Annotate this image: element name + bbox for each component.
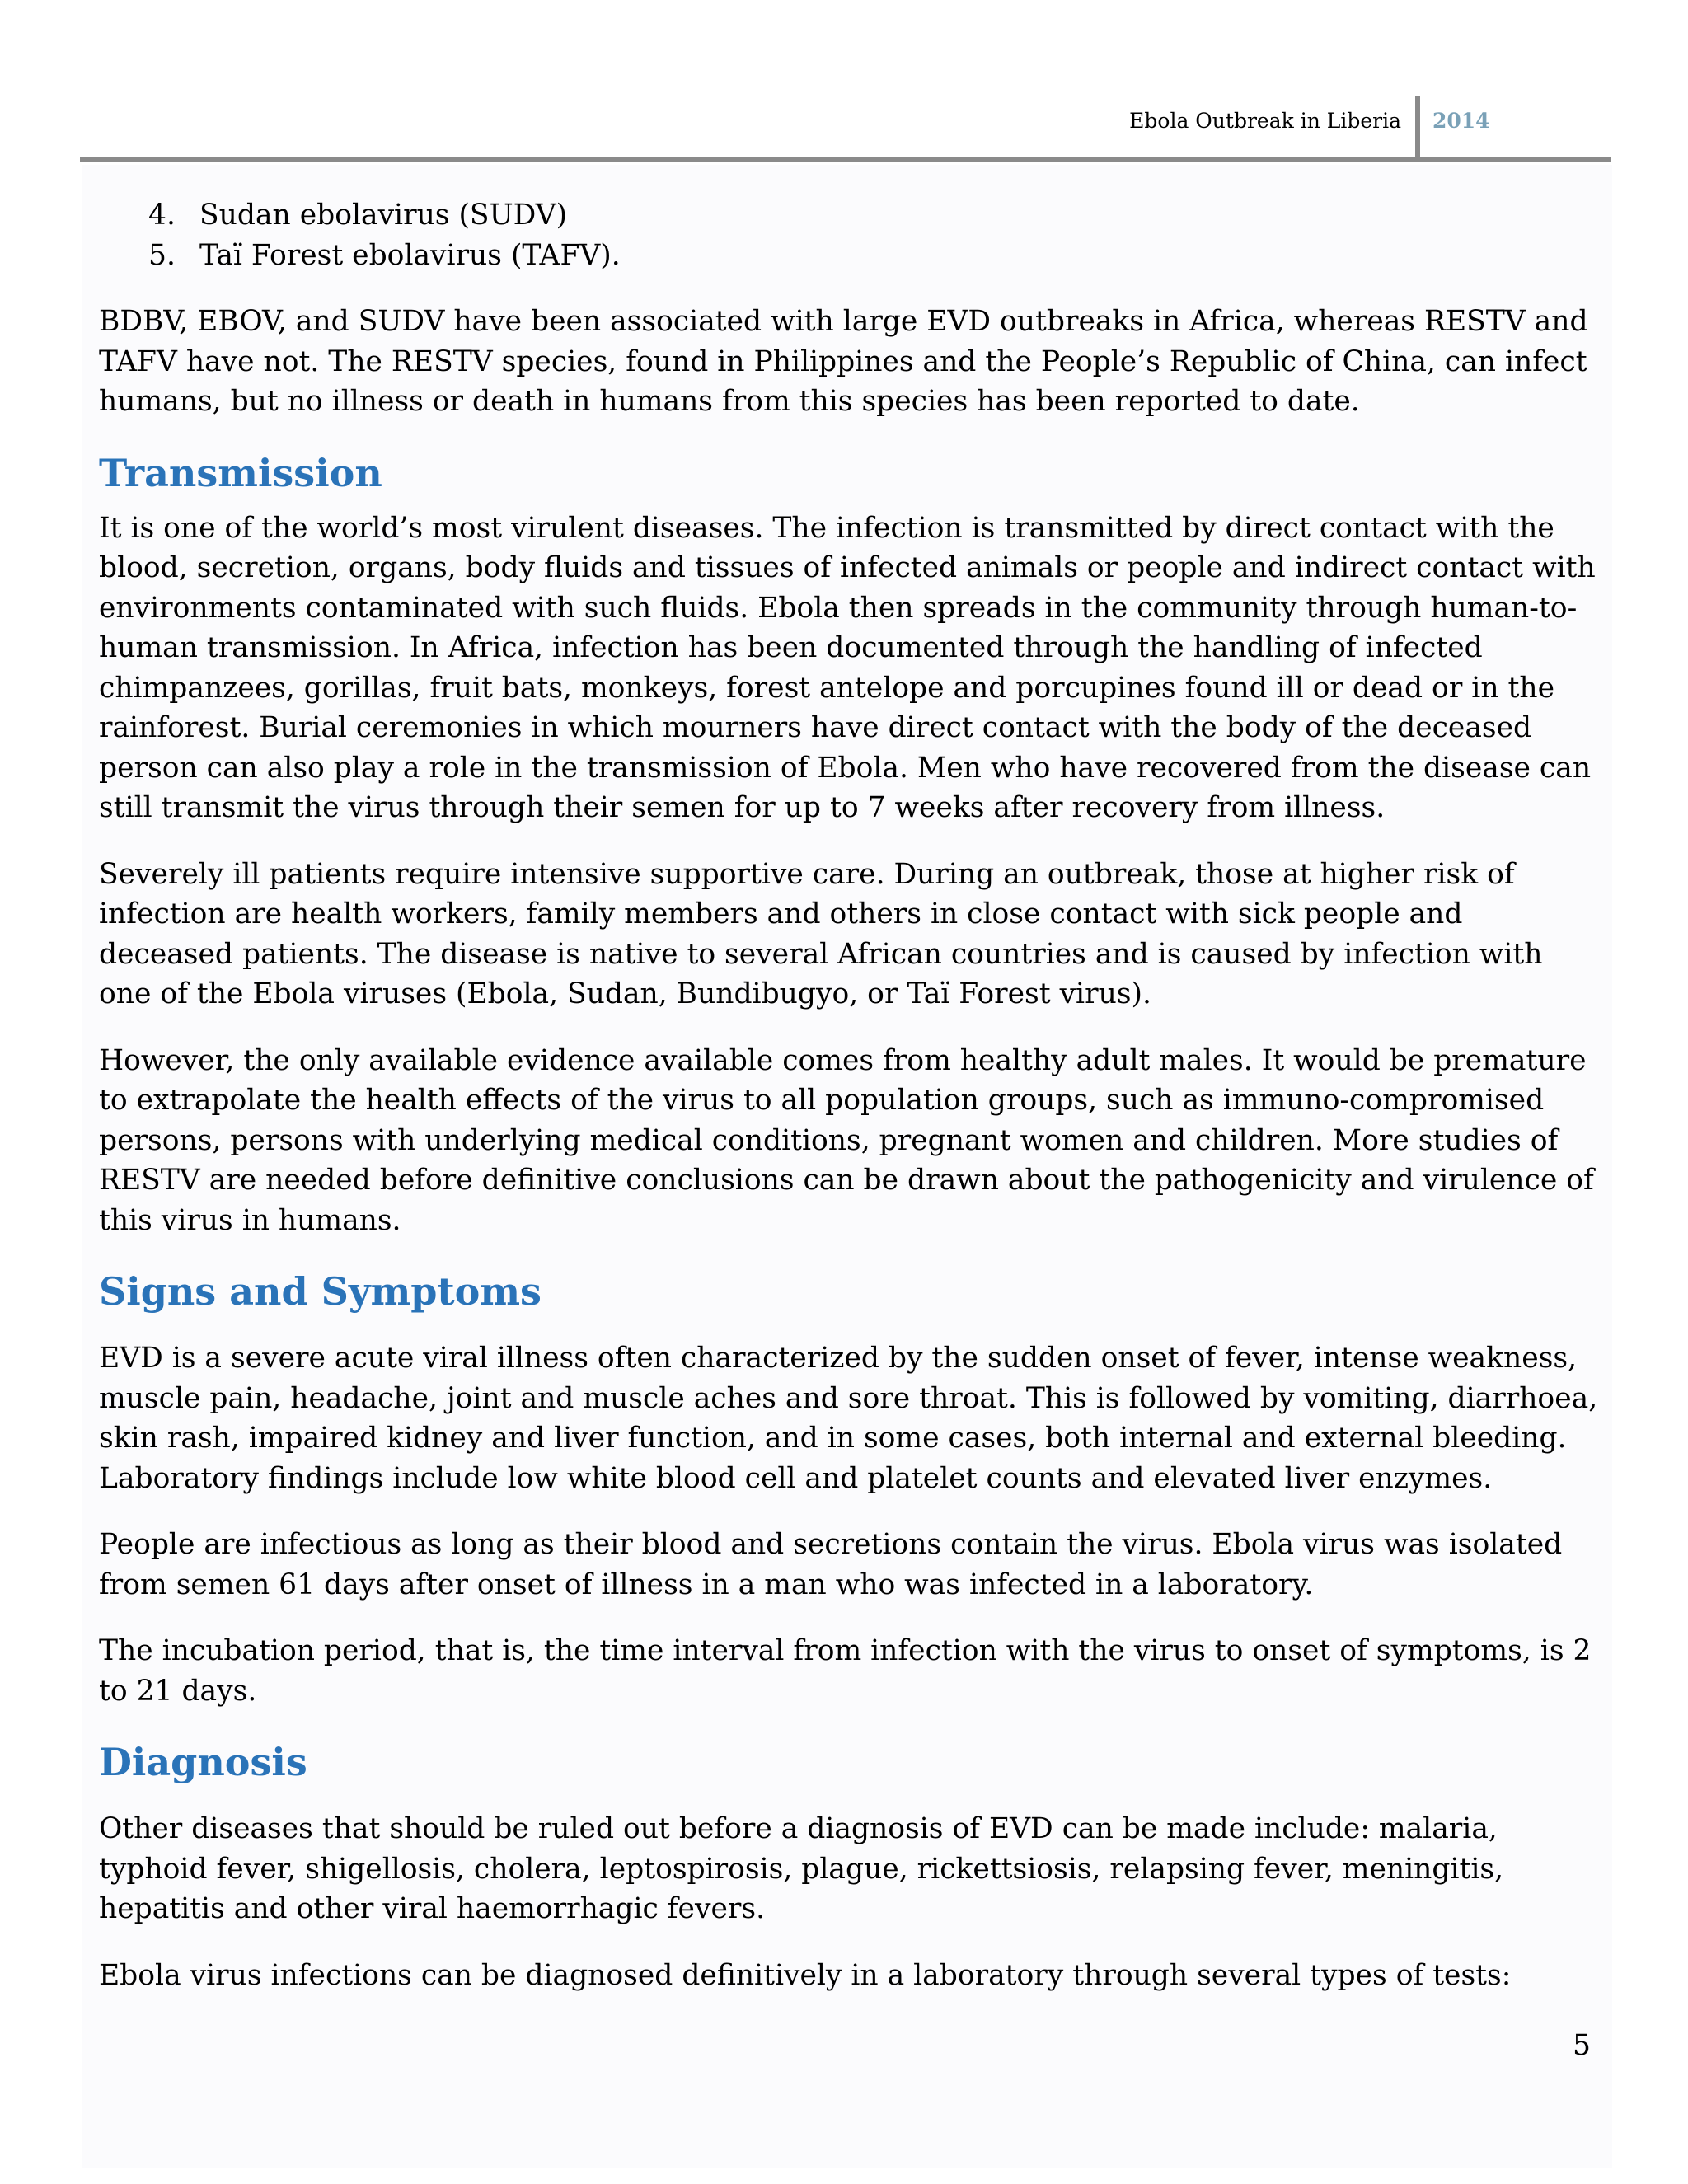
list-item — [99, 236, 1599, 276]
list-text: Sudan ebolavirus (SUDV) — [199, 199, 568, 232]
signs-paragraph-3: The incubation period, that is, the time interval from infection with the virus to onset of symptoms, is 2 to 21 days. — [99, 1634, 1592, 1708]
transmission-paragraph-1: It is one of the world’s most virulent diseases. The infection is transmitted by direct contact with the blood, secretion, organs, body fluids and tissues of infected animals or people and indirect contact with environments contaminated with such fluids. Ebola then spreads in the community through human-to-human transmission. In Africa, infection has been documented through the handling of infected chimpanzees, gorillas, fruit bats, monkeys, forest antelope and porcupines found ill or dead or in the rainforest. Burial ceremonies in which mourners have direct contact with the body of the deceased person can also play a role in the transmission of Ebola. Men who have recovered from the disease can still transmit the virus through their semen for up to 7 weeks after recovery from illness. — [99, 511, 1596, 824]
header-divider — [1415, 96, 1420, 158]
list-number: 5. — [148, 238, 176, 272]
header-rule — [80, 157, 1611, 162]
list-number: 4. — [148, 199, 176, 232]
header-title: Ebola Outbreak in Liberia — [1129, 109, 1401, 133]
transmission-heading: Transmission — [99, 450, 382, 495]
species-list — [99, 195, 1599, 275]
document-body — [99, 195, 1599, 2022]
list-text: Taï Forest ebolavirus (TAFV). — [199, 238, 621, 272]
header-year: 2014 — [1432, 109, 1490, 133]
signs-paragraph-1: EVD is a severe acute viral illness often characterized by the sudden onset of fever, intense weakness, muscle pain, headache, joint and muscle aches and sore throat. This is followed by vomiting, diarrhoea, skin rash, impaired kidney and liver function, and in some cases, both internal and external bleeding. Laboratory findings include low white blood cell and platelet counts and elevated liver enzymes. — [99, 1342, 1598, 1495]
intro-paragraph: BDBV, EBOV, and SUDV have been associated with large EVD outbreaks in Africa, whereas RESTV and TAFV have not. The RESTV species, found in Philippines and the People’s Republic of China, can infect humans, but no illness or death in humans from this species has been reported to date. — [99, 305, 1588, 418]
page-header — [0, 0, 1688, 165]
transmission-paragraph-2: Severely ill patients require intensive supportive care. During an outbreak, those at higher risk of infection are health workers, family members and others in close contact with sick people and deceased patients. The disease is native to several African countries and is caused by infection with one of the Ebola viruses (Ebola, Sudan, Bundibugyo, or Taï Forest virus). — [99, 857, 1543, 1010]
diagnosis-heading: Diagnosis — [99, 1740, 307, 1784]
signs-paragraph-2: People are infectious as long as their blood and secretions contain the virus. Ebola virus was isolated from semen 61 days after onset of illness in a man who was infected in a laboratory. — [99, 1528, 1563, 1601]
list-item — [99, 195, 1599, 236]
page-number: 5 — [1573, 2029, 1591, 2062]
diagnosis-paragraph-1: Other diseases that should be ruled out before a diagnosis of EVD can be made include: malaria, typhoid fever, shigellosis, cholera, leptospirosis, plague, rickettsiosis, relapsing fever, meningitis, hepatitis and other viral haemorrhagic fevers. — [99, 1812, 1504, 1925]
diagnosis-paragraph-2: Ebola virus infections can be diagnosed definitively in a laboratory through several types of tests: — [99, 1958, 1512, 1992]
transmission-paragraph-3: However, the only available evidence available comes from healthy adult males. It would be premature to extrapolate the health effects of the virus to all population groups, such as immuno-compromised persons, persons with underlying medical conditions, pregnant women and children. More studies of RESTV are needed before definitive conclusions can be drawn about the pathogenicity and virulence of this virus in humans. — [99, 1043, 1594, 1237]
signs-heading: Signs and Symptoms — [99, 1269, 542, 1314]
